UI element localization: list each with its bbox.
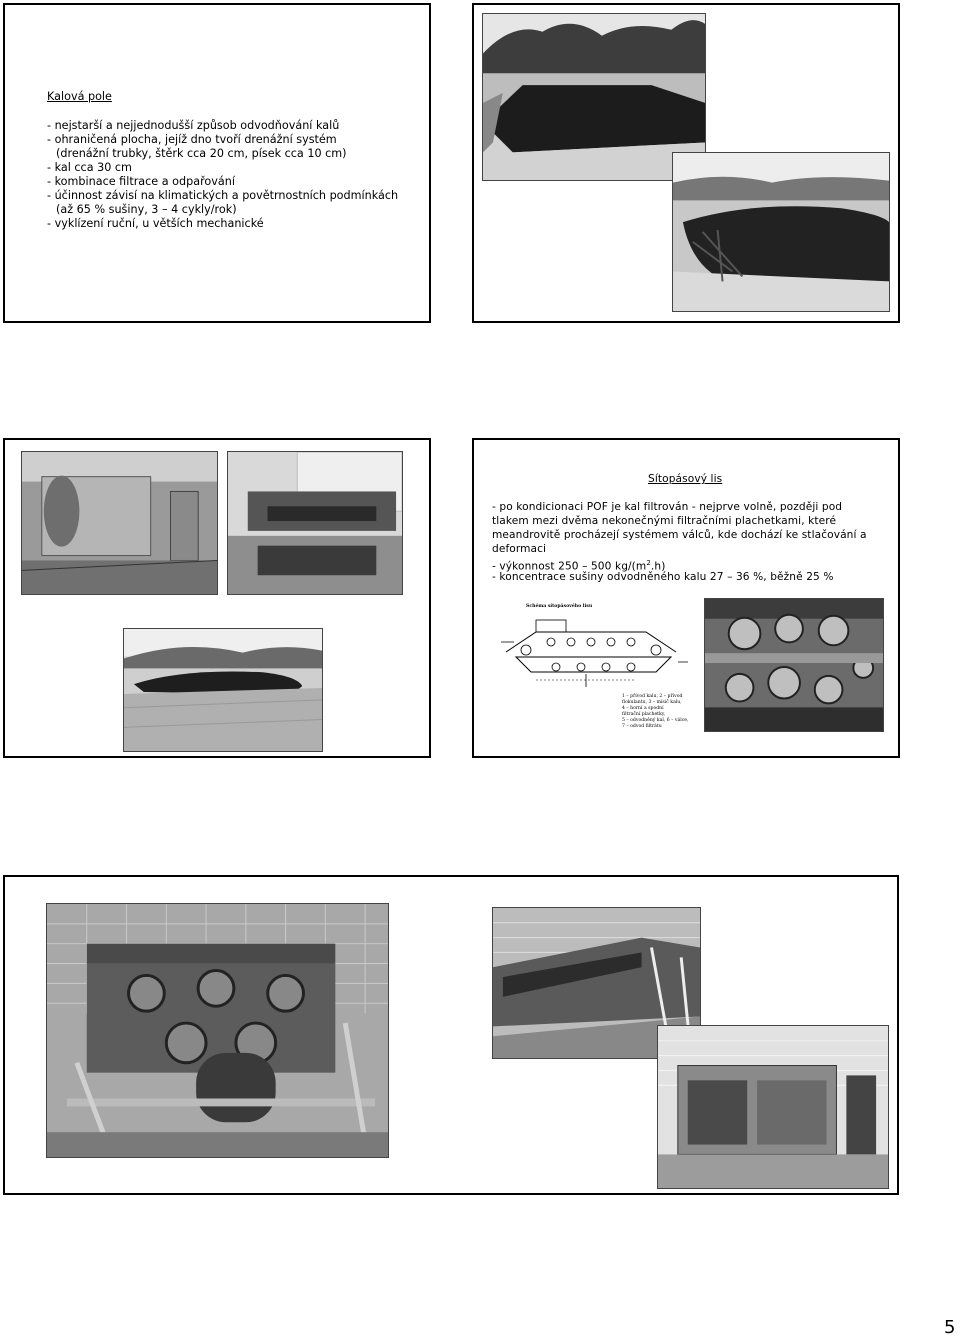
page-number: 5 <box>944 1317 956 1338</box>
legend-line: filtrační plachetky, <box>622 712 666 717</box>
legend-line: 1 – přívod kalu, 2 – přívod <box>622 694 683 699</box>
legend-line: 5 – odvodněný kal, 6 – válce, <box>622 718 689 723</box>
bullet-line: - nejstarší a nejjednodušší způsob odvodňování kalů <box>47 119 340 132</box>
legend-line: 7 – odvod filtrátu <box>622 724 662 729</box>
bullet-line: - ohraničená plocha, jejíž dno tvoří drenážní systém <box>47 133 337 146</box>
legend-line: flokulantu, 3 – mísič kalu, <box>622 700 682 705</box>
slide-drying-bed-photos <box>472 3 900 323</box>
capacity-prefix: - výkonnost 250 – 500 kg/(m <box>492 560 647 573</box>
capacity-sup: 2 <box>646 559 651 567</box>
bullet-line: - koncentrace sušiny odvodněného kalu 27 – 36 %, běžně 25 % <box>492 571 834 583</box>
bullet-line: deformaci <box>492 543 547 555</box>
bullet-line: (až 65 % sušiny, 3 – 4 cykly/rok) <box>56 203 237 216</box>
capacity-suffix: .h) <box>650 560 666 573</box>
slide-kalova-pole <box>3 3 431 323</box>
bullet-line: - po kondicionaci POF je kal filtrován - nejprve volně, později pod <box>492 501 843 513</box>
photo-sludge-field <box>123 628 323 752</box>
slide-belt-press-photos <box>3 875 899 1195</box>
bullet-line: (drenážní trubky, štěrk cca 20 cm, písek cca 10 cm) <box>56 147 347 160</box>
slide-sitopasovy-lis <box>472 438 900 758</box>
bullet-line: - kal cca 30 cm <box>47 161 132 174</box>
bullet-line: - kombinace filtrace a odpařování <box>47 175 235 188</box>
bullet-line: tlakem mezi dvěma nekonečnými filtračními plachetkami, které <box>492 515 837 527</box>
photo-screw-press <box>227 451 403 595</box>
slide-press-photos <box>3 438 431 758</box>
press-schematic <box>496 602 692 742</box>
photo-belt-press-rollers <box>704 598 884 732</box>
photo-drying-bed-2 <box>672 152 890 312</box>
slide-title: Sítopásový lis <box>648 473 723 485</box>
diagram-title: Schéma sítopásového lisu <box>526 604 593 609</box>
photo-belt-press-enclosure <box>657 1025 889 1189</box>
legend-line: 4 – horní a spodní <box>622 706 664 711</box>
photo-press-machine <box>21 451 218 595</box>
bullet-line: meandrovitě procházejí systémem válců, kde dochází ke stlačování a <box>492 529 867 541</box>
bullet-line: - účinnost závisí na klimatických a povětrnostních podmínkách <box>47 189 399 202</box>
slide-title: Kalová pole <box>47 90 112 103</box>
photo-belt-press-large <box>46 903 389 1158</box>
schematic-drawing <box>496 612 692 702</box>
bullet-line: - vyklízení ruční, u větších mechanické <box>47 217 264 230</box>
